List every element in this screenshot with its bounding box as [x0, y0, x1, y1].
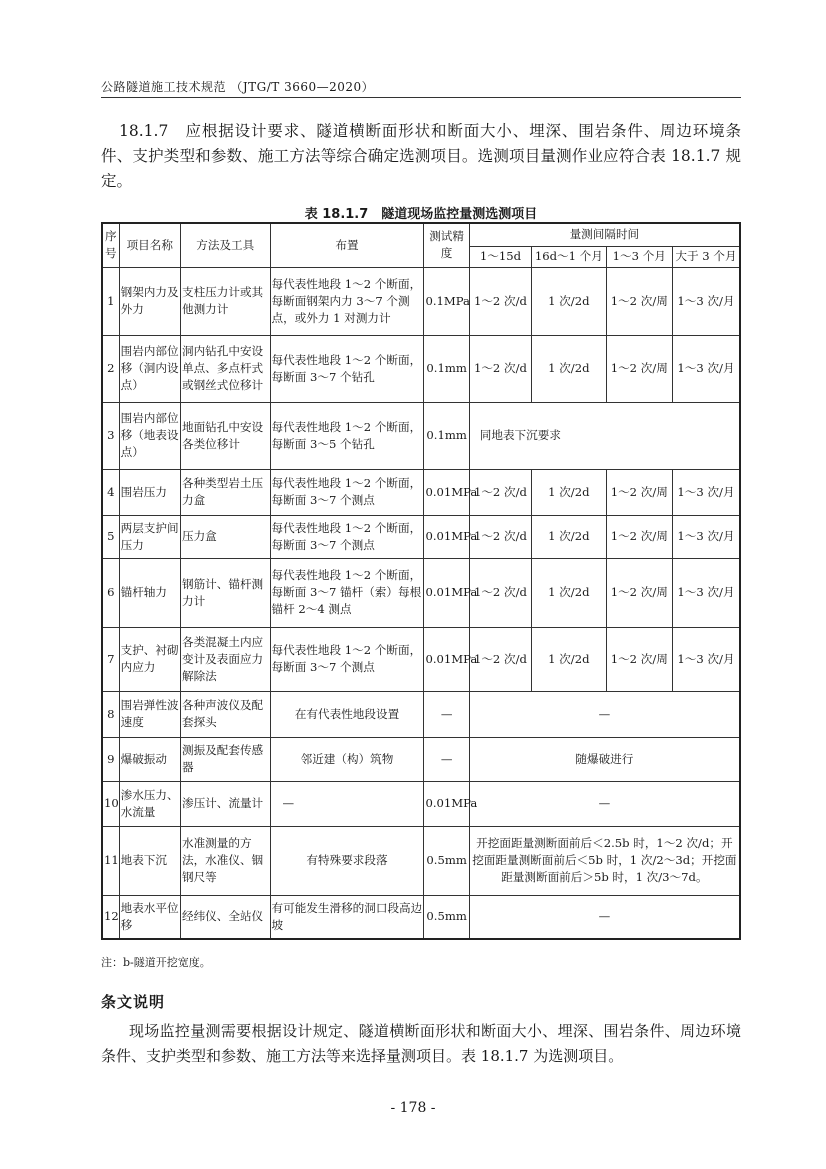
header-item: 项目名称 [119, 223, 180, 267]
cell-item: 锚杆轴力 [119, 558, 180, 627]
cell-precision: 0.5mm [424, 826, 469, 895]
cell-item: 地表下沉 [119, 826, 180, 895]
cell-item: 渗水压力、水流量 [119, 781, 180, 826]
cell-precision: 0.01MPa [424, 627, 469, 691]
header-method: 方法及工具 [180, 223, 270, 267]
table-caption: 表 18.1.7 隧道现场监控量测选测项目 [304, 207, 538, 222]
cell-t1: 1～2 次/d [469, 469, 531, 515]
cell-t4: 1～3 次/月 [672, 335, 740, 402]
header-t1: 1～15d [469, 246, 531, 267]
cell-t2: 1 次/2d [532, 469, 606, 515]
table-row [102, 691, 740, 737]
cell-t3: 1～2 次/周 [606, 627, 672, 691]
table-row [102, 558, 740, 627]
cell-layout: 每代表性地段 1～2 个断面，每断面 3～7 个测点 [270, 515, 424, 558]
cell-interval-merged: — [469, 691, 740, 737]
table-row [102, 335, 740, 402]
cell-method: 水准测量的方法，水准仪、铟钢尺等 [180, 826, 270, 895]
cell-method: 支柱压力计或其他测力计 [180, 267, 270, 335]
cell-t3: 1～2 次/周 [606, 267, 672, 335]
cell-precision: 0.01MPa [424, 781, 469, 826]
cell-layout: 有特殊要求段落 [270, 826, 424, 895]
cell-item: 围岩弹性波速度 [119, 691, 180, 737]
cell-interval-merged: 开挖面距量测断面前后＜2.5b 时，1～2 次/d；开挖面距量测断面前后＜5b 时，1 次/2～3d；开挖面距量测断面前后＞5b 时，1 次/3～7d。 [469, 826, 740, 895]
cell-interval-merged: — [469, 895, 740, 939]
cell-layout: 每代表性地段 1～2 个断面，每断面 3～7 个测点 [270, 469, 424, 515]
cell-no: 7 [102, 627, 119, 691]
cell-item: 围岩内部位移（洞内设点） [119, 335, 180, 402]
cell-t2: 1 次/2d [532, 558, 606, 627]
commentary-paragraph: 现场监控量测需要根据设计规定、隧道横断面形状和断面大小、埋深、围岩条件、周边环境条件、支护类型和参数、施工方法等来选择量测项目。表 18.1.7 为选测项目。 [101, 1022, 741, 1065]
table-row [102, 515, 740, 558]
cell-item: 钢架内力及外力 [119, 267, 180, 335]
cell-precision: 0.5mm [424, 895, 469, 939]
table-note: 注：b-隧道开挖宽度。 [101, 956, 211, 969]
cell-no: 3 [102, 402, 119, 469]
cell-layout: — [270, 781, 424, 826]
cell-interval-merged: — [469, 781, 740, 826]
table-row [102, 402, 740, 469]
cell-layout: 每代表性地段 1～2 个断面，每断面 3～5 个钻孔 [270, 402, 424, 469]
cell-layout: 每代表性地段 1～2 个断面，每断面钢架内力 3～7 个测点，或外力 1 对测力计 [270, 267, 424, 335]
cell-no: 12 [102, 895, 119, 939]
cell-item: 围岩内部位移（地表设点） [119, 402, 180, 469]
cell-precision: 0.01MPa [424, 515, 469, 558]
cell-item: 支护、衬砌内应力 [119, 627, 180, 691]
header-rule [101, 97, 741, 98]
cell-layout: 有可能发生滑移的洞口段高边坡 [270, 895, 424, 939]
cell-item: 地表水平位移 [119, 895, 180, 939]
cell-method: 各种类型岩土压力盒 [180, 469, 270, 515]
cell-no: 5 [102, 515, 119, 558]
cell-precision: 0.1mm [424, 335, 469, 402]
cell-t2: 1 次/2d [532, 515, 606, 558]
header-t4: 大于 3 个月 [672, 246, 740, 267]
cell-t4: 1～3 次/月 [672, 469, 740, 515]
cell-layout: 每代表性地段 1～2 个断面，每断面 3～7 个钻孔 [270, 335, 424, 402]
cell-item: 围岩压力 [119, 469, 180, 515]
header-interval: 量测间隔时间 [469, 223, 740, 246]
cell-method: 各种声波仪及配套探头 [180, 691, 270, 737]
header-precision: 测试精度 [424, 223, 469, 267]
cell-layout: 每代表性地段 1～2 个断面，每断面 3～7 锚杆（索）每根锚杆 2～4 测点 [270, 558, 424, 627]
cell-method: 渗压计、流量计 [180, 781, 270, 826]
cell-no: 2 [102, 335, 119, 402]
cell-t1: 1～2 次/d [469, 335, 531, 402]
cell-t2: 1 次/2d [532, 627, 606, 691]
cell-t3: 1～2 次/周 [606, 469, 672, 515]
cell-interval-merged: 随爆破进行 [469, 737, 740, 781]
cell-no: 6 [102, 558, 119, 627]
cell-precision: — [424, 691, 469, 737]
cell-method: 地面钻孔中安设各类位移计 [180, 402, 270, 469]
table-row [102, 895, 740, 939]
cell-no: 1 [102, 267, 119, 335]
cell-t3: 1～2 次/周 [606, 515, 672, 558]
cell-method: 各类混凝土内应变计及表面应力解除法 [180, 627, 270, 691]
cell-t1: 1～2 次/d [469, 267, 531, 335]
table-row [102, 737, 740, 781]
cell-no: 4 [102, 469, 119, 515]
table-row [102, 826, 740, 895]
header-t3: 1～3 个月 [606, 246, 672, 267]
cell-t1: 1～2 次/d [469, 627, 531, 691]
cell-t1: 1～2 次/d [469, 558, 531, 627]
cell-t4: 1～3 次/月 [672, 267, 740, 335]
cell-layout: 在有代表性地段设置 [270, 691, 424, 737]
commentary-heading: 条文说明 [101, 993, 166, 1011]
cell-precision: — [424, 737, 469, 781]
page-number: - 178 - [390, 1100, 436, 1116]
cell-t4: 1～3 次/月 [672, 627, 740, 691]
cell-layout: 邻近建（构）筑物 [270, 737, 424, 781]
monitoring-table [101, 222, 741, 940]
clause-paragraph: 18.1.7 应根据设计要求、隧道横断面形状和断面大小、埋深、围岩条件、周边环境条件、支护类型和参数、施工方法等综合确定选测项目。选测项目量测作业应符合表 18.1.7 规定。 [101, 122, 741, 190]
cell-t4: 1～3 次/月 [672, 515, 740, 558]
cell-no: 10 [102, 781, 119, 826]
cell-t4: 1～3 次/月 [672, 558, 740, 627]
header-layout: 布置 [270, 223, 424, 267]
table-row [102, 469, 740, 515]
cell-t2: 1 次/2d [532, 335, 606, 402]
cell-t1: 1～2 次/d [469, 515, 531, 558]
cell-t3: 1～2 次/周 [606, 335, 672, 402]
cell-item: 两层支护间压力 [119, 515, 180, 558]
table-row [102, 781, 740, 826]
cell-precision: 0.1mm [424, 402, 469, 469]
cell-t2: 1 次/2d [532, 267, 606, 335]
cell-no: 11 [102, 826, 119, 895]
header-t2: 16d～1 个月 [532, 246, 606, 267]
cell-t3: 1～2 次/周 [606, 558, 672, 627]
cell-method: 钢筋计、锚杆测力计 [180, 558, 270, 627]
cell-method: 压力盒 [180, 515, 270, 558]
header-no: 序号 [102, 223, 119, 267]
table-row [102, 267, 740, 335]
cell-precision: 0.01MPa [424, 558, 469, 627]
cell-precision: 0.01MPa [424, 469, 469, 515]
table-row [102, 627, 740, 691]
cell-method: 经纬仪、全站仪 [180, 895, 270, 939]
running-header: 公路隧道施工技术规范 （JTG/T 3660—2020） [101, 80, 375, 94]
cell-no: 9 [102, 737, 119, 781]
cell-method: 测振及配套传感器 [180, 737, 270, 781]
cell-no: 8 [102, 691, 119, 737]
cell-item: 爆破振动 [119, 737, 180, 781]
cell-precision: 0.1MPa [424, 267, 469, 335]
cell-layout: 每代表性地段 1～2 个断面，每断面 3～7 个测点 [270, 627, 424, 691]
cell-method: 洞内钻孔中安设单点、多点杆式或钢丝式位移计 [180, 335, 270, 402]
cell-interval-merged: 同地表下沉要求 [469, 402, 740, 469]
